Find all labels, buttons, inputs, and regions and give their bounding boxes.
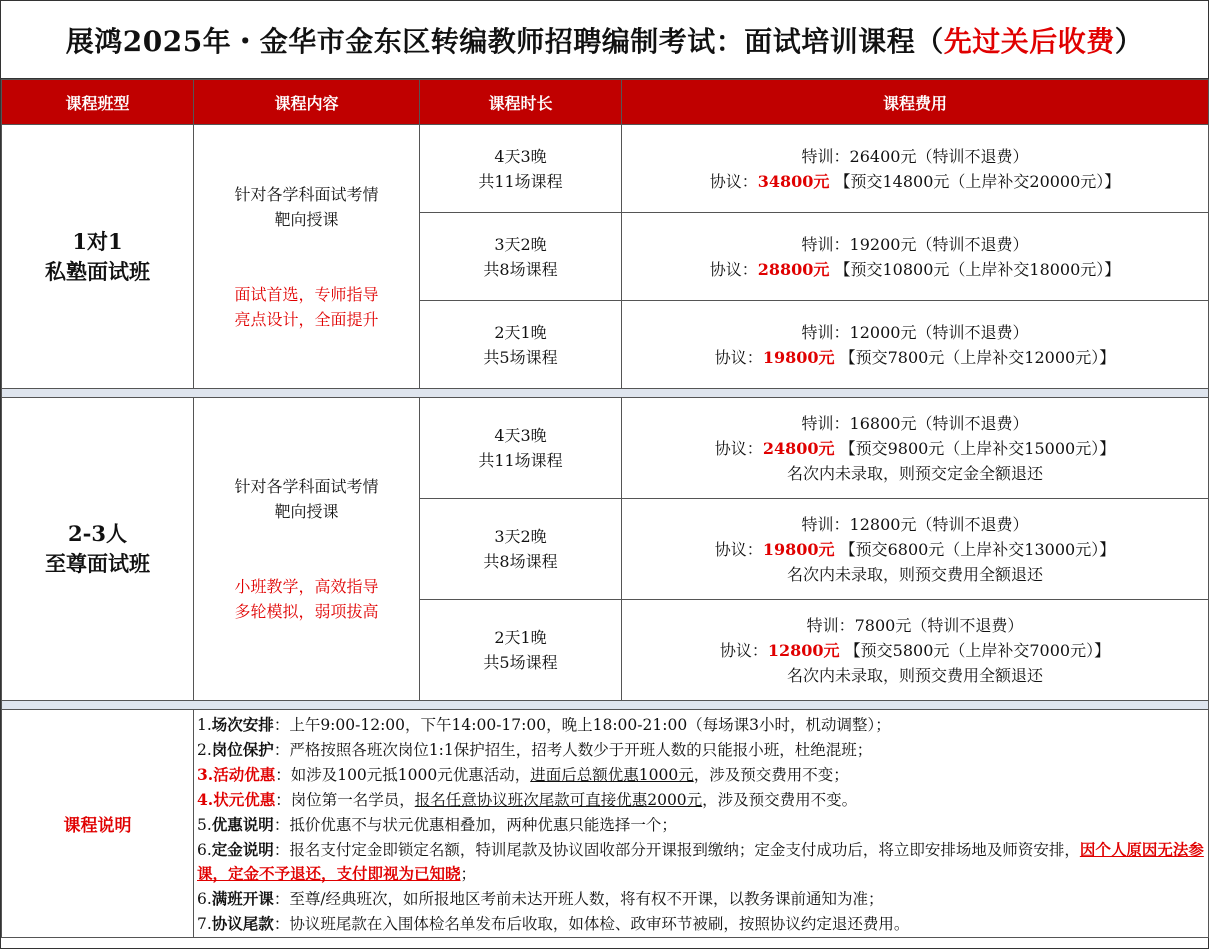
content-highlight: 面试首选，专师指导	[234, 284, 379, 304]
content-line: 针对各学科面试考情	[234, 184, 379, 204]
class-name-line: 至尊面试班	[45, 551, 150, 576]
note-item: 6.定金说明：报名支付定金即锁定名额，特训尾款及协议固收部分开课报到缴纳；定金支付成功后，将立即安排场地及师资安排，因个人原因无法参课，定金不予退还，支付即视为已知晓；	[197, 839, 1204, 884]
fee-protocol	[622, 436, 1208, 461]
class-name-group	[2, 398, 194, 701]
duration-cell	[420, 398, 622, 499]
content-highlight: 小班教学，高效指导	[234, 577, 379, 596]
duration-cell	[420, 600, 622, 701]
duration-sessions: 共8场课程	[483, 552, 558, 571]
protocol-price: 24800元	[762, 438, 835, 458]
header-fee: 课程费用	[622, 80, 1209, 125]
fee-protocol	[622, 169, 1208, 194]
header-content: 课程内容	[194, 80, 420, 125]
protocol-label: 协议：	[719, 640, 768, 660]
note-item: 7.协议尾款：协议班尾款在入围体检名单发布后收取，如体检、政审环节被刷，按照协议约定退还费用。	[197, 914, 910, 934]
duration-cell	[420, 125, 622, 213]
fee-cell	[622, 499, 1209, 600]
protocol-price: 19800元	[762, 347, 835, 367]
note-item: 3.活动优惠：如涉及100元抵1000元优惠活动，进面后总额优惠1000元，涉及预交费用不变；	[197, 764, 849, 784]
duration-sessions: 共5场课程	[483, 347, 558, 367]
fee-refund: 名次内未录取，则预交费用全额退还	[786, 665, 1043, 685]
notes-label: 课程说明	[2, 710, 194, 938]
class-name-1v1	[2, 125, 194, 389]
protocol-deposit: 【预交5800元（上岸补交7000元）】	[844, 640, 1111, 660]
duration-days: 4天3晚	[494, 426, 547, 445]
fee-train: 特训：12800元（特训不退费）	[801, 514, 1029, 534]
note-item: 5.优惠说明：抵价优惠不与状元优惠相叠加，两种优惠只能选择一个；	[197, 814, 677, 834]
title-end: ）	[1114, 24, 1144, 58]
fee-train: 特训：26400元（特训不退费）	[801, 146, 1029, 166]
fee-cell	[622, 301, 1209, 389]
protocol-label: 协议：	[714, 438, 763, 458]
fee-refund: 名次内未录取，则预交费用全额退还	[786, 564, 1043, 584]
note-item: 2.岗位保护：严格按照各班次岗位1:1保护招生，招考人数少于开班人数的只能报小班，杜绝混班；	[197, 739, 873, 759]
notes-content	[194, 710, 1209, 938]
fee-train: 特训：16800元（特训不退费）	[801, 413, 1029, 433]
notes-row	[2, 710, 1209, 938]
protocol-label: 协议：	[714, 347, 763, 367]
protocol-label: 协议：	[709, 171, 758, 191]
fee-train: 特训：12000元（特训不退费）	[801, 322, 1029, 342]
protocol-deposit: 【预交9800元（上岸补交15000元）】	[839, 438, 1116, 458]
class-name-line: 2-3人	[68, 521, 127, 546]
protocol-price: 12800元	[767, 640, 840, 660]
title-highlight: 先过关后收费	[943, 24, 1115, 58]
protocol-price: 19800元	[762, 539, 835, 559]
protocol-label: 协议：	[709, 259, 758, 279]
fee-protocol	[622, 537, 1208, 562]
separator-row	[2, 389, 1209, 398]
duration-days: 4天3晚	[494, 146, 547, 166]
content-highlight: 多轮模拟，弱项拔高	[234, 602, 379, 621]
content-highlight: 亮点设计，全面提升	[234, 309, 379, 329]
note-item: 6.满班开课：至尊/经典班次，如所报地区考前未达开班人数，将有权不开课，以教务课前通知为准；	[197, 889, 884, 909]
content-line: 靶向授课	[274, 502, 339, 521]
fee-train: 特训：19200元（特训不退费）	[801, 234, 1029, 254]
separator-row	[2, 701, 1209, 710]
fee-refund: 名次内未录取，则预交定金全额退还	[786, 463, 1043, 483]
title-main: 展鸿2025年・金华市金东区转编教师招聘编制考试：面试培训课程（	[65, 24, 944, 58]
fee-cell	[622, 600, 1209, 701]
separator	[2, 389, 1209, 398]
duration-days: 3天2晚	[494, 527, 547, 546]
duration-sessions: 共11场课程	[478, 171, 563, 191]
duration-sessions: 共8场课程	[483, 259, 558, 279]
class-name-line: 私塾面试班	[45, 258, 150, 284]
duration-cell	[420, 213, 622, 301]
header-class: 课程班型	[2, 80, 194, 125]
protocol-price: 28800元	[757, 259, 830, 279]
separator	[2, 701, 1209, 710]
protocol-deposit: 【预交7800元（上岸补交12000元）】	[839, 347, 1116, 367]
header-duration: 课程时长	[420, 80, 622, 125]
page-title	[1, 1, 1208, 79]
duration-sessions: 共5场课程	[483, 653, 558, 672]
fee-cell	[622, 125, 1209, 213]
note-item: 4.状元优惠：岗位第一名学员，报名任意协议班次尾款可直接优惠2000元，涉及预交费用不变。	[197, 789, 858, 809]
protocol-price: 34800元	[757, 171, 830, 191]
fee-protocol	[622, 257, 1208, 282]
fee-cell	[622, 213, 1209, 301]
course-content	[194, 125, 420, 389]
note-item: 1.场次安排：上午9:00-12:00，下午14:00-17:00，晚上18:00-21:00（每场课3小时，机动调整）；	[197, 715, 891, 734]
content-line: 针对各学科面试考情	[234, 477, 379, 496]
fee-protocol	[622, 345, 1208, 370]
duration-sessions: 共11场课程	[478, 451, 563, 470]
duration-days: 2天1晚	[494, 322, 547, 342]
table-row	[2, 398, 1209, 499]
protocol-deposit: 【预交6800元（上岸补交13000元）】	[839, 539, 1116, 559]
course-table	[1, 79, 1209, 938]
fee-cell	[622, 398, 1209, 499]
course-content	[194, 398, 420, 701]
duration-days: 2天1晚	[494, 628, 547, 647]
content-line: 靶向授课	[274, 209, 339, 229]
class-name-line: 1对1	[72, 228, 123, 254]
fee-train: 特训：7800元（特训不退费）	[806, 615, 1024, 635]
duration-cell	[420, 301, 622, 389]
header-row	[2, 80, 1209, 125]
protocol-deposit: 【预交10800元（上岸补交18000元）】	[834, 259, 1121, 279]
table-row	[2, 125, 1209, 213]
fee-protocol	[622, 638, 1208, 663]
duration-cell	[420, 499, 622, 600]
protocol-deposit: 【预交14800元（上岸补交20000元）】	[834, 171, 1121, 191]
duration-days: 3天2晚	[494, 234, 547, 254]
protocol-label: 协议：	[714, 539, 763, 559]
